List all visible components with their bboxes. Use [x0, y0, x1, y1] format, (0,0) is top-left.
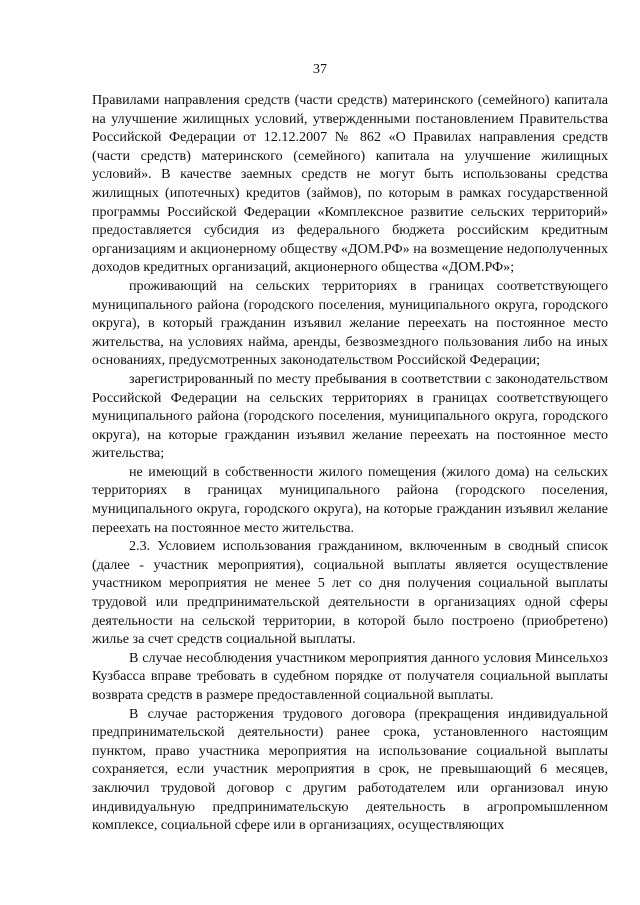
paragraph: 2.3. Условием использования гражданином, включенным в сводный список (далее - участник мероприятия), социальной выплаты является осуществление участником мероприятия не менее 5 лет со дня получения социальной выплаты трудовой или предпринимательской деятельности в организациях одной сферы деятельности на сельской территории, в которой было построено (приобретено) жилье за счет средств социальной выплаты.: [92, 538, 608, 648]
paragraph: проживающий на сельских территориях в границах соответствующего муниципального района (городского поселения, муниципального округа, городского округа), в который гражданин изъявил желание переехать на постоянное место жительства, на условиях найма, аренды, безвозмездного пользования либо на иных основаниях, предусмотренных законодательством Российской Федерации;: [92, 277, 608, 369]
page-number: 37: [313, 62, 327, 77]
paragraph: В случае расторжения трудового договора (прекращения индивидуальной предпринимательской деятельности) ранее срока, установленного настоящим пунктом, право участника мероприятия на использование социальной выплаты сохраняется, если участник мероприятия в срок, не превышающий 6 месяцев, заключил трудовой договор с другим работодателем или организовал иную индивидуальную предпринимательскую деятельность в агропромышленном комплексе, социальной сфере или в организациях, осуществляющих: [92, 705, 608, 834]
document-body: [92, 91, 608, 835]
paragraph: зарегистрированный по месту пребывания в соответствии с законодательством Российской Федерации на сельских территориях в границах соответствующего муниципального района (городского поселения, муниципального округа, городского округа), на которые гражданин изъявил желание переехать на постоянное место жительства;: [92, 370, 608, 462]
paragraph: не имеющий в собственности жилого помещения (жилого дома) на сельских территориях в границах муниципального района (городского поселения, муниципального округа, городского округа), на которые гражданин изъявил желание переехать на постоянное место жительства.: [92, 463, 608, 536]
paragraph: Правилами направления средств (части средств) материнского (семейного) капитала на улучшение жилищных условий, утвержденными постановлением Правительства Российской Федерации от 12.12.2007 № 862 «О Правилах направления средств (части средств) материнского (семейного) капитала на улучшение жилищных условий». В качестве заемных средств не могут быть использованы средства жилищных (ипотечных) кредитов (займов), по которым в рамках государственной программы Российской Федерации «Комплексное развитие сельских территорий» предоставляется субсидия из федерального бюджета российским кредитным организациям и акционерному обществу «ДОМ.РФ» на возмещение недополученных доходов кредитных организаций, акционерного общества «ДОМ.РФ»;: [92, 92, 608, 276]
paragraph: В случае несоблюдения участником мероприятия данного условия Минсельхоз Кузбасса вправе требовать в судебном порядке от получателя социальной выплаты возврата средств в размере предоставленной социальной выплаты.: [92, 649, 608, 703]
